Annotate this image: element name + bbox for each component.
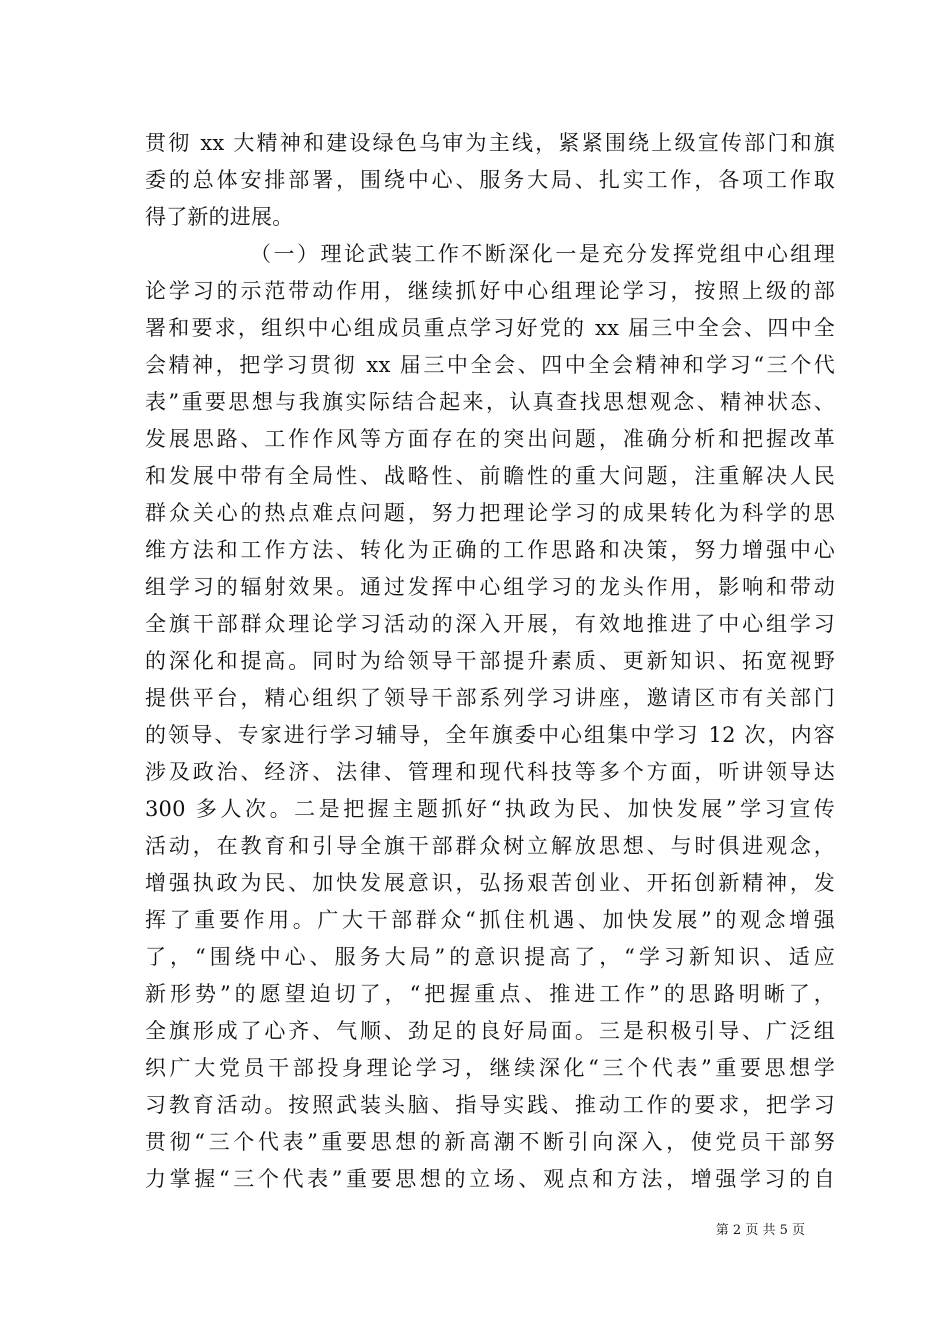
text-line: 300 多人次。二是把握主题抓好“执政为民、加快发展”学习宣传 — [145, 797, 835, 821]
text-line: 得了新的进展。 — [145, 205, 294, 229]
text-line: 的领导、专家进行学习辅导，全年旗委中心组集中学习 12 次，内容 — [145, 723, 835, 747]
text-line: 活动，在教育和引导全旗干部群众树立解放思想、与时俱进观念， — [145, 834, 835, 858]
text-line: 贯彻 xx 大精神和建设绿色乌审为主线，紧紧围绕上级宣传部门和旗 — [145, 131, 835, 155]
text-line: 委的总体安排部署，围绕中心、服务大局、扎实工作，各项工作取 — [145, 168, 835, 192]
text-line: 了，“围绕中心、服务大局”的意识提高了，“学习新知识、适应 — [145, 945, 835, 969]
text-line: 全旗形成了心齐、气顺、劲足的良好局面。三是积极引导、广泛组 — [145, 1019, 835, 1043]
text-line: 的深化和提高。同时为给领导干部提升素质、更新知识、拓宽视野 — [145, 649, 835, 673]
text-line: 习教育活动。按照武装头脑、指导实践、推动工作的要求，把学习 — [145, 1093, 835, 1117]
text-line: 群众关心的热点难点问题，努力把理论学习的成果转化为科学的思 — [145, 501, 835, 525]
text-line: 论学习的示范带动作用，继续抓好中心组理论学习，按照上级的部 — [145, 279, 835, 303]
text-line: 全旗干部群众理论学习活动的深入开展，有效地推进了中心组学习 — [145, 612, 835, 636]
text-line: 和发展中带有全局性、战略性、前瞻性的重大问题，注重解决人民 — [145, 464, 835, 488]
text-line: 挥了重要作用。广大干部群众“抓住机遇、加快发展”的观念增强 — [145, 908, 835, 932]
text-line: 表”重要思想与我旗实际结合起来，认真查找思想观念、精神状态、 — [145, 390, 835, 414]
text-line: 增强执政为民、加快发展意识，弘扬艰苦创业、开拓创新精神，发 — [145, 871, 835, 895]
section-heading-line: （一）理论武装工作不断深化一是充分发挥党组中心组理 — [250, 242, 835, 266]
text-line: 织广大党员干部投身理论学习，继续深化“三个代表”重要思想学 — [145, 1056, 835, 1080]
text-line: 贯彻“三个代表”重要思想的新高潮不断引向深入，使党员干部努 — [145, 1130, 835, 1154]
text-line: 涉及政治、经济、法律、管理和现代科技等多个方面，听讲领导达 — [145, 760, 835, 784]
text-line: 维方法和工作方法、转化为正确的工作思路和决策，努力增强中心 — [145, 538, 835, 562]
text-line: 署和要求，组织中心组成员重点学习好党的 xx 届三中全会、四中全 — [145, 316, 835, 340]
text-line: 组学习的辐射效果。通过发挥中心组学习的龙头作用，影响和带动 — [145, 575, 835, 599]
page-number-footer: 第 2 页 共 5 页 — [715, 1223, 805, 1238]
document-body — [145, 125, 835, 1235]
text-line: 提供平台，精心组织了领导干部系列学习讲座，邀请区市有关部门 — [145, 686, 835, 710]
text-line: 新形势”的愿望迫切了，“把握重点、推进工作”的思路明晰了， — [145, 982, 835, 1006]
text-line: 发展思路、工作作风等方面存在的突出问题，准确分析和把握改革 — [145, 427, 835, 451]
text-line: 力掌握“三个代表”重要思想的立场、观点和方法，增强学习的自 — [145, 1167, 835, 1191]
text-line: 会精神，把学习贯彻 xx 届三中全会、四中全会精神和学习“三个代 — [145, 353, 835, 377]
